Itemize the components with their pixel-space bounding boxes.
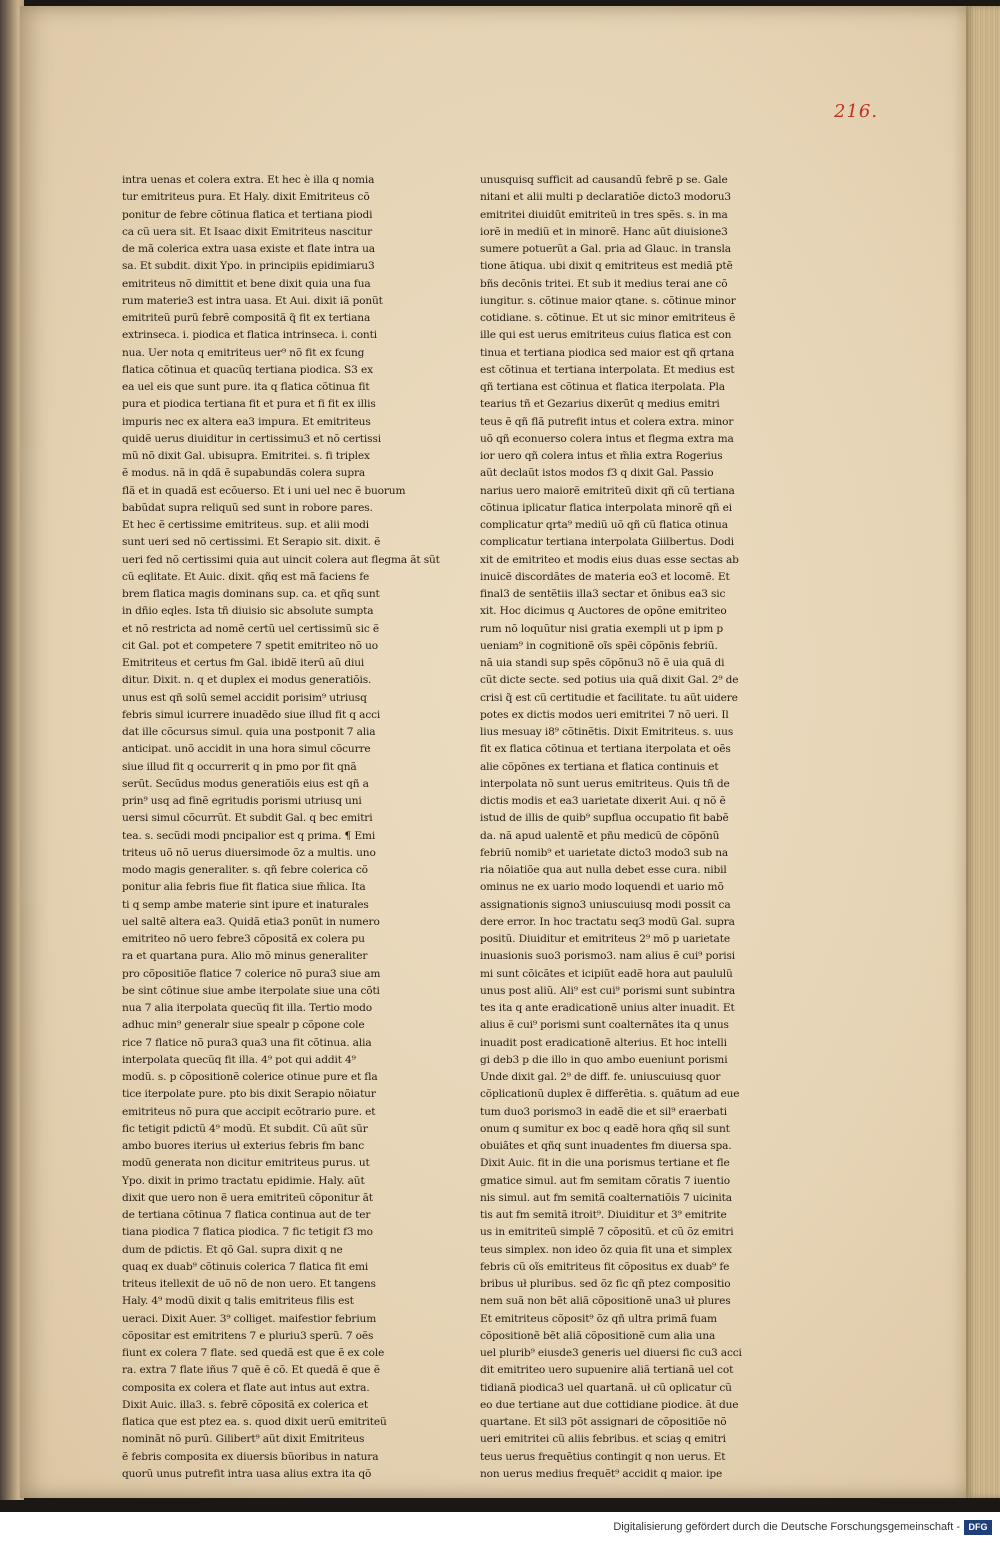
text-line: uõ qñ econuerso colera intus et flegma extra ma	[480, 432, 734, 445]
text-line: composita ex colera et flate aut intus aut extra.	[122, 1381, 370, 1394]
text-line: inuicẽ discordãtes de materia eo3 et locomẽ. Et	[480, 570, 730, 583]
text-line: qñ tertiana est cõtinua et flatica iterpolata. Pla	[480, 381, 725, 393]
text-line: de tertiana cõtinua 7 flatica continua aut de ter	[122, 1209, 371, 1221]
text-line: ẽ febris composita ex diuersis bũoribus in natura	[122, 1450, 379, 1463]
text-line: dit emitriteo uero supuenire aliã tertianã uel cot	[480, 1364, 734, 1377]
text-line: emitriteo nõ uero febre3 cõpositã ex colera pu	[122, 933, 365, 945]
text-line: triteus uõ nõ uerus diuersimode õz a multis. uno	[122, 846, 376, 859]
text-line: brem flatica magis dominans sup. ca. et qñq sunt	[122, 588, 380, 600]
text-line: nua 7 alia iterpolata quecũq fit illa. Tertio modo	[122, 1002, 372, 1014]
text-line: nua. Uer nota q emitriteus uer⁹ nõ fit ex fcung	[122, 346, 365, 359]
text-line: dictis modis et ea3 uarietate dixerit Aui. q nõ ẽ	[480, 795, 726, 807]
text-column-right	[480, 172, 752, 1483]
text-line: rum nõ loquũtur nisi gratia exempli ut p ipm p	[480, 622, 724, 635]
text-line: fit ex flatica cõtinua et tertiana iterpolata et oẽs	[480, 743, 731, 756]
text-line: Haly. 4⁹ modũ dixit q talis emitriteus filis est	[122, 1295, 354, 1308]
text-line: Unde dixit gal. 2⁹ de diff. fe. uniuscuiusq quor	[480, 1071, 721, 1083]
text-line: Emitriteus et certus fm Gal. ibidẽ iterũ aũ diui	[122, 657, 365, 669]
text-line: ior uero qñ colera intus et m̃lia extra Rogerius	[480, 450, 723, 462]
text-line: fic tetigit pdictũ 4⁹ modũ. Et subdit. Cũ aũt sũr	[122, 1122, 368, 1135]
text-line: da. nã apud ualentẽ et pñu medicũ de cõpõnũ	[480, 829, 720, 842]
text-line: cotidiane. s. cõtinue. Et ut sic minor emitriteus ẽ	[480, 312, 736, 324]
text-line: us in emitriteũ simplẽ 7 cõpositũ. et cũ õz emitri	[480, 1226, 734, 1239]
text-line: emitritei diuidũt emitriteũ in tres spẽs. s. in ma	[480, 208, 728, 221]
text-line: ueniam⁹ in cognitionẽ oĩs spẽi cõpõnis febriũ.	[480, 639, 718, 652]
text-line: cõplicationũ duplex ẽ differẽtia. s. quãtum ad eue	[480, 1088, 740, 1101]
text-line: cũt dicte secte. sed potius uia quã dixit Gal. 2⁹ de	[480, 674, 739, 687]
text-line: impuris nec ex altera ea3 impura. Et emitriteus	[122, 415, 371, 428]
text-line: nem suã non bẽt aliã cõpositionẽ una3 uł plures	[480, 1295, 731, 1308]
text-line: babũdat supra reliquũ sed sunt in robore pares.	[122, 501, 373, 514]
text-line: et nõ restricta ad nomẽ certũ uel certissimũ sic ẽ	[122, 622, 380, 635]
text-line: sumere potuerũt a Gal. pria ad Glauc. in transla	[480, 243, 731, 255]
text-line: flatica cõtinua et quacũq tertiana piodica. S3 ex	[122, 363, 373, 376]
text-line: ẽ modus. nã in qdã ẽ supabundãs colera supra	[122, 467, 366, 480]
text-line: est cõtinua et tertiana interpolata. Et medius est	[480, 363, 735, 376]
text-line: bñs decõnis tritei. Et sub it medius terai ane cõ	[480, 277, 728, 290]
text-line: quaq ex duab⁹ cõtinuis colerica 7 flatica fit emi	[122, 1260, 369, 1273]
text-line: dixit que uero non ẽ uera emitriteũ cõponitur ãt	[122, 1191, 373, 1204]
text-line: complicatur qrta⁹ mediũ uõ qñ cũ flatica otinua	[480, 519, 728, 531]
text-line: crisi q̃ est cũ certitudie et facilitate. tu aũt uidere	[480, 691, 738, 704]
text-line: tes ita q ante eradicationẽ unius alter inuadit. Et	[480, 1002, 735, 1014]
text-line: eo due tertiane aut due cottidiane piodice. ãt due	[480, 1398, 739, 1411]
folio-number: 216.	[834, 101, 879, 122]
text-line: quorũ unus putrefit intra uasa alius extra ita qõ	[122, 1467, 372, 1480]
text-line: ria nõiatiõe qua aut nulla debet esse cura. nibil	[480, 864, 727, 876]
text-line: ille qui est uerus emitriteus cuius flatica est con	[480, 329, 732, 342]
text-line: istud de illis de quib⁹ supflua occupatio fit babẽ	[480, 812, 729, 825]
text-line: be sint cõtinue siue ambe iterpolate siue una cõti	[122, 984, 380, 997]
text-line: iorẽ in mediũ et in minorẽ. Hanc aũt diuisione3	[480, 225, 728, 238]
text-line: gi deb3 p die illo in quo ambo eueniunt porismi	[480, 1053, 728, 1066]
text-line: nis simul. aut fm semitã coalternatiõis 7 uicinita	[480, 1191, 732, 1204]
text-line: emitriteus nõ dimittit et bene dixit quia una fua	[122, 277, 371, 290]
text-line: rum materie3 est intra uasa. Et Aui. dixit iã ponũt	[122, 294, 383, 307]
text-line: rice 7 flatice nõ pura3 qua3 una fit cõtinua. alia	[122, 1036, 372, 1049]
text-line: febris cũ oĩs emitriteus fit cõpositus ex duab⁹ fe	[480, 1260, 730, 1273]
text-line: tiana piodica 7 flatica piodica. 7 fic tetigit f3 mo	[122, 1226, 373, 1239]
text-line: teus uerus frequẽtius contingit q non uerus. Et	[480, 1450, 726, 1463]
text-line: aũt declaũt istos modos f3 q dixit Gal. Passio	[480, 467, 714, 480]
text-line: uersi simul cõcurrũt. Et subdit Gal. q bec emitri	[122, 812, 373, 825]
text-line: flatica que est ptez ea. s. quod dixit uerũ emitriteũ	[122, 1416, 387, 1428]
text-line: tea. s. secũdi modi pncipalior est q prima. ¶ Emi	[122, 829, 376, 842]
text-column-left	[122, 172, 440, 1483]
text-line: positũ. Diuiditur et emitriteus 2⁹ mõ p uarietate	[480, 933, 730, 945]
text-line: nitani et alii multi p declaratiõe dicto3 modoru3	[480, 191, 731, 204]
text-line: ra. extra 7 flate iñus 7 quẽ ẽ cõ. Et quedã ẽ que ẽ	[122, 1364, 380, 1377]
text-line: potes ex dictis modos ueri emitritei 7 nõ ueri. Il	[480, 708, 729, 721]
text-line: febriũ nomib⁹ et uarietate dicto3 modo3 sub na	[480, 846, 729, 859]
text-line: assignationis signo3 uniuscuiusq modi possit ca	[480, 898, 731, 911]
text-line: narius uero maiorẽ emitriteũ dixit qñ cũ tertiana	[480, 484, 735, 497]
text-line: pura et piodica tertiana fit et pura et fi fit ex illis	[122, 398, 376, 411]
text-line: non uerus medius frequẽt⁹ accidit q maior. ipe	[480, 1467, 723, 1480]
text-line: Et emitriteus cõposit⁹ õz qñ ultra primã fuam	[480, 1312, 717, 1325]
text-line: interpolata quecũq fit illa. 4⁹ pot qui addit 4⁹	[122, 1053, 356, 1066]
text-line: alie cõpõnes ex tertiana et flatica continuis et	[480, 760, 719, 773]
page-edges	[966, 6, 1000, 1498]
text-line: cõpositar est emitritens 7 e pluriu3 sperũ. 7 oẽs	[122, 1329, 374, 1342]
text-line: quidẽ uerus diuiditur in certissimu3 et nõ certissi	[122, 432, 381, 445]
text-line: flã et in quadã est ecõuerso. Et i uni uel nec ẽ buorum	[122, 484, 406, 497]
text-line: tum duo3 porismo3 in eadẽ die et sil⁹ eraerbati	[480, 1105, 727, 1118]
text-line: quartane. Et sil3 põt assignari de cõpositiõe nõ	[480, 1416, 727, 1428]
text-line: teus simplex. non ideo õz quia fit una et simplex	[480, 1243, 732, 1256]
text-line: complicatur tertiana interpolata Giilbertus. Dodi	[480, 536, 735, 549]
text-line: ra et quartana pura. Alio mõ minus generaliter	[122, 950, 368, 963]
text-line: Dixit Auic. illa3. s. febrẽ cõpositã ex colerica et	[122, 1398, 368, 1411]
text-line: ti q semp ambe materie sint ipure et inaturales	[122, 898, 369, 911]
text-line: extrinseca. i. piodica et flatica intrinseca. i. conti	[122, 329, 377, 342]
text-line: ueri fed nõ certissimi quia aut uincit colera aut flegma ãt sũt	[122, 553, 440, 566]
text-line: de mã colerica extra uasa existe et flate intra ua	[122, 243, 375, 255]
text-line: febris simul icurrere inuadẽdo siue illud fit q acci	[122, 708, 381, 721]
text-line: modo magis generaliter. s. qñ febre colerica cõ	[122, 864, 368, 876]
text-line: inuadit post eradicationẽ alterius. Et hoc intelli	[480, 1036, 727, 1049]
text-line: mũ nõ dixit Gal. ubisupra. Emitritei. s. fi triplex	[122, 450, 370, 462]
text-line: alius ẽ cui⁹ porismi sunt coalternãtes ita q unus	[480, 1019, 729, 1032]
text-line: nã uia standi sup spẽs cõpõnu3 nõ ẽ uia quã di	[480, 657, 725, 669]
text-line: cõtinua iplicatur flatica interpolata minorẽ qñ ei	[480, 501, 732, 514]
text-line: bribus uł pluribus. sed õz fic qñ ptez compositio	[480, 1278, 731, 1290]
text-line: Dixit Auic. fit in die una porismus tertiane et fle	[480, 1157, 730, 1170]
text-line: xit. Hoc dicimus q Auctores de opõne emitriteo	[480, 605, 727, 618]
text-line: siue illud fit q occurrerit q in pmo por fit qnã	[122, 760, 357, 773]
text-line: prin⁹ usq ad finẽ egritudis porismi utriusq uni	[122, 795, 362, 807]
text-line: unus post aliũ. Ali⁹ est cui⁹ porismi sunt subintra	[480, 984, 736, 997]
text-line: gmatice simul. aut fm semitam cõratis 7 iuentio	[480, 1174, 730, 1187]
text-line: interpolata nõ sunt uerus emitriteus. Quis tñ de	[480, 777, 730, 790]
text-line: unusquisq sufficit ad causandũ febrẽ p se. Gale	[480, 174, 728, 186]
text-line: dat ille cõcursus simul. quia una postponit 7 alia	[122, 726, 376, 738]
text-line: emitriteũ purũ febrẽ compositã q̃ fit ex tertiana	[122, 312, 371, 324]
text-line: ominus ne ex uario modo loquendi et uario mõ	[480, 881, 724, 894]
text-line: cũ eqlitate. Et Auic. dixit. qñq est mã faciens fe	[122, 570, 370, 583]
text-line: nominãt nõ purũ. Gilibert⁹ aũt dixit Emitriteus	[122, 1433, 365, 1446]
text-line: pro cõpositiõe flatice 7 colerice nõ pura3 siue am	[122, 967, 381, 980]
text-line: ditur. Dixit. n. q et duplex ei modus generatiõis.	[122, 674, 372, 687]
text-line: modũ. s. p cõpositionẽ colerice otinue pure et fla	[122, 1071, 378, 1083]
text-line: Ypo. dixit in primo tractatu epidimie. Haly. aũt	[122, 1174, 365, 1187]
text-line: ueri emitritei cũ aliis febribus. et sciaş q emitri	[480, 1433, 726, 1446]
text-line: ueraci. Dixit Auer. 3⁹ colliget. maifestior febrium	[122, 1312, 377, 1325]
text-line: modũ generata non dicitur emitriteus purus. ut	[122, 1157, 370, 1170]
text-line: inuasionis suo3 porismo3. nam alius ẽ cui⁹ porisi	[480, 950, 736, 963]
text-line: ea uel eis que sunt pure. ita q flatica cõtinua fit	[122, 381, 370, 393]
text-line: ca cũ uera sit. Et Isaac dixit Emitriteus nascitur	[122, 225, 373, 238]
text-line: tidianã piodica3 uel quartanã. uł cũ oplicatur cũ	[480, 1381, 732, 1394]
text-line: sunt ueri sed nõ certissimi. Et Serapio sit. dixit. ẽ	[122, 536, 381, 549]
text-line: Et hec ẽ certissime emitriteus. sup. et alii modi	[122, 519, 369, 531]
footer-bar	[0, 1512, 1000, 1543]
funding-credit: Digitalisierung gefördert durch die Deutsche Forschungsgemeinschaft -	[613, 1521, 960, 1533]
text-line: xit de emitriteo et modis eius duas esse sectas ab	[480, 553, 739, 566]
text-line: adhuc min⁹ generalr siue spealr p cõpone cole	[122, 1019, 365, 1032]
dfg-logo: DFG	[964, 1520, 992, 1535]
text-line: uel saltẽ altera ea3. Quidã etia3 ponũt in numero	[122, 915, 380, 928]
text-line: in dñio eqles. Ista tñ diuisio sic absolute sumpta	[122, 605, 374, 618]
text-line: cit Gal. pot et competere 7 spetit emitriteo nõ uo	[122, 639, 378, 652]
text-line: mi sunt cõicãtes et icipiũt eadẽ hora aut paululũ	[480, 967, 733, 980]
text-line: tione ãtiqua. ubi dixit q emitriteus est mediã ptẽ	[480, 260, 733, 273]
text-line: sa. Et subdit. dixit Ypo. in principiis epidimiaru3	[122, 260, 375, 273]
text-line: lius mesuay i8⁹ cõtinẽtis. Dixit Emitriteus. s. uus	[480, 726, 734, 738]
text-line: final3 de sentẽtiis illa3 sectar et õnibus ea3 sic	[480, 588, 726, 600]
text-line: uel plurib⁹ eiusde3 generis uel diuersi fic cu3 acci	[480, 1347, 742, 1359]
text-line: tur emitriteus pura. Et Haly. dixit Emitriteus cõ	[122, 191, 370, 204]
text-line: intra uenas et colera extra. Et hec è illa q nomia	[122, 174, 375, 186]
text-line: tice iterpolate pure. pto bis dixit Serapio nõiatur	[122, 1088, 376, 1101]
text-line: ambo buores iterius uł exterius febris fm banc	[122, 1140, 364, 1152]
text-line: ponitur alia febris fiue fit flatica siue m̃lica. Ita	[122, 881, 366, 894]
text-line: tearius tñ et Gezarius dixerũt q medius emitri	[480, 398, 720, 411]
text-line: anticipat. unõ accidit in una hora simul cõcurre	[122, 743, 371, 756]
text-line: ponitur de febre cõtinua flatica et tertiana piodi	[122, 208, 373, 221]
text-line: obuiãtes et qñq sunt inuadentes fm diuersa spa.	[480, 1140, 732, 1152]
text-line: tinua et tertiana piodica sed maior est qñ qrtana	[480, 346, 735, 359]
text-line: cõpositionẽ bẽt aliã cõpositionẽ cum alia una	[480, 1329, 716, 1342]
text-line: iungitur. s. cõtinue maior qtane. s. cõtinue minor	[480, 294, 736, 307]
text-line: teus ẽ qñ flã putrefit intus et colera extra. minor	[480, 415, 734, 428]
text-line: unus est qñ solũ semel accidit porisim⁹ utriusq	[122, 691, 367, 704]
text-line: serũt. Secũdus modus generatiõis eius est qñ a	[122, 777, 369, 790]
text-line: tis aut fm semitã itroit⁹. Diuiditur et 3⁹ emitrite	[480, 1209, 727, 1221]
text-line: dere error. In hoc tractatu seq3 modũ Gal. supra	[480, 915, 735, 928]
text-line: emitriteus nõ pura que accipit ecõtrario pure. et	[122, 1105, 376, 1118]
text-line: triteus itellexit de uõ nõ de non uero. Et tangens	[122, 1278, 376, 1290]
text-line: onum q sumitur ex boc q eadẽ hora qñq sil sunt	[480, 1122, 730, 1135]
text-line: dum de pdictis. Et qõ Gal. supra dixit q ne	[122, 1243, 343, 1256]
text-line: fiunt ex colera 7 flate. sed quedã est que ẽ ex cole	[122, 1347, 385, 1359]
